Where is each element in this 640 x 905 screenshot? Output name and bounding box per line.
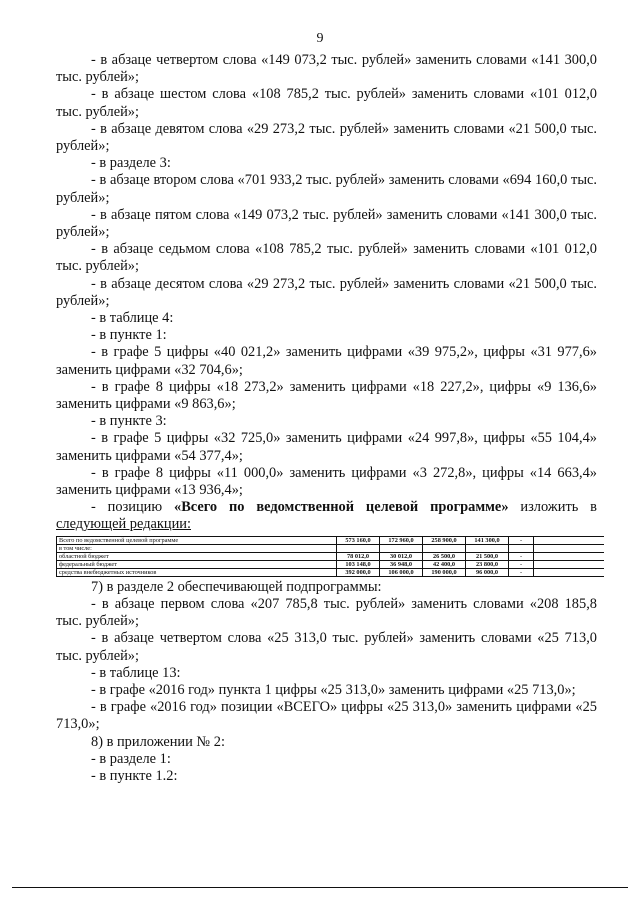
table-cell: 23 800,0: [466, 560, 509, 568]
table-row: [57, 544, 605, 552]
amendment-item: - в графе 5 цифры «40 021,2» заменить цифрами «39 975,2», цифры «31 977,6» заменить цифрами «32 704,6»;: [56, 344, 597, 378]
amendment-item: - в графе 5 цифры «32 725,0» заменить цифрами «24 997,8», цифры «55 104,4» заменить цифрами «54 377,4»;: [56, 430, 597, 464]
footer-divider: [12, 887, 628, 888]
row-label: в том числе:: [57, 544, 337, 552]
position-paragraph-continuation: следующей редакции:: [56, 516, 191, 533]
amendment-list-top: [56, 52, 597, 499]
table-cell: 42 400,0: [423, 560, 466, 568]
amendment-item: - в абзаце девятом слова «29 273,2 тыс. рублей» заменить словами «21 500,0 тыс. рублей»;: [56, 120, 597, 155]
table-cell: 26 500,0: [423, 552, 466, 560]
document-body: [56, 52, 597, 785]
amendment-item: - в графе 8 цифры «11 000,0» заменить цифрами «3 272,8», цифры «14 663,4» заменить цифрами «13 936,4»;: [56, 464, 597, 499]
amendment-item: - в пункте 1.2:: [91, 767, 178, 784]
amendment-item: - в абзаце седьмом слова «108 785,2 тыс. рублей» заменить словами «101 012,0 тыс. рублей»;: [56, 241, 597, 275]
amendment-item: - в графе «2016 год» пункта 1 цифры «25 313,0» заменить цифрами «25 713,0»;: [91, 681, 576, 698]
table-cell: -: [509, 560, 534, 568]
table-cell: 30 012,0: [380, 552, 423, 560]
table-cell: 190 000,0: [423, 568, 466, 576]
table-cell: 96 000,0: [466, 568, 509, 576]
table-cell: 141 300,0: [466, 536, 509, 544]
table-row: [57, 560, 605, 568]
row-label: федеральный бюджет: [57, 560, 337, 568]
amendment-item: - в разделе 1:: [91, 750, 171, 767]
amendment-item: - в разделе 3:: [91, 155, 171, 172]
table-cell: 103 148,0: [337, 560, 380, 568]
amendment-item: - в абзаце пятом слова «149 073,2 тыс. рублей» заменить словами «141 300,0 тыс. рублей»;: [56, 206, 597, 241]
row-label: средства внебюджетных источников: [57, 568, 337, 576]
table-cell-empty: [534, 544, 605, 552]
table-cell: 392 000,0: [337, 568, 380, 576]
table-cell: 573 160,0: [337, 536, 380, 544]
table-row: [57, 536, 605, 544]
table-cell: 78 012,0: [337, 552, 380, 560]
table-cell-empty: [534, 536, 605, 544]
row-label: Всего по ведомственной целевой программе: [57, 536, 337, 544]
row-label: областной бюджет: [57, 552, 337, 560]
table-cell: -: [509, 552, 534, 560]
table-cell: -: [509, 568, 534, 576]
table-cell: [380, 544, 423, 552]
table-cell-empty: [534, 552, 605, 560]
table-cell: 36 948,0: [380, 560, 423, 568]
table-cell: [509, 544, 534, 552]
amendment-item: - в абзаце четвертом слова «25 313,0 тыс. рублей» заменить словами «25 713,0 тыс. рублей»;: [56, 630, 597, 664]
table-row: [57, 552, 605, 560]
amendment-item: - в абзаце десятом слова «29 273,2 тыс. рублей» заменить словами «21 500,0 тыс. рублей»;: [56, 275, 597, 309]
amendment-item: - в абзаце четвертом слова «149 073,2 тыс. рублей» заменить словами «141 300,0 тыс. рублей»;: [56, 52, 597, 86]
amendment-item: - в абзаце втором слова «701 933,2 тыс. рублей» заменить словами «694 160,0 тыс. рублей»;: [56, 172, 597, 206]
amendment-list-bottom: [56, 579, 597, 785]
table-cell-empty: [534, 560, 605, 568]
position-name: «Всего по ведомственной целевой программе»: [174, 499, 509, 516]
amendment-item: - в пункте 1:: [91, 327, 167, 344]
table-cell: 21 500,0: [466, 552, 509, 560]
amendment-item: - в таблице 13:: [91, 664, 181, 681]
table-cell: 172 960,0: [380, 536, 423, 544]
amendment-item: 7) в разделе 2 обеспечивающей подпрограммы:: [91, 578, 382, 595]
table-cell: [337, 544, 380, 552]
budget-table: [56, 536, 604, 577]
table-cell-empty: [534, 568, 605, 576]
table-cell: [466, 544, 509, 552]
table-cell: [423, 544, 466, 552]
amendment-item: - в абзаце шестом слова «108 785,2 тыс. рублей» заменить словами «101 012,0 тыс. рублей»;: [56, 86, 597, 120]
amendment-item: - в абзаце первом слова «207 785,8 тыс. рублей» заменить словами «208 185,8 тыс. рублей»;: [56, 595, 597, 630]
table-cell: -: [509, 536, 534, 544]
amendment-item: 8) в приложении № 2:: [91, 733, 225, 750]
amendment-item: - в таблице 4:: [91, 310, 174, 327]
table-cell: 106 000,0: [380, 568, 423, 576]
amendment-item: - в графе «2016 год» позиции «ВСЕГО» цифры «25 313,0» заменить цифрами «25 713,0»;: [56, 699, 597, 733]
position-paragraph: - позицию «Всего по ведомственной целевой программе» изложить в: [91, 499, 597, 516]
table-row: [57, 568, 605, 576]
amendment-item: - в пункте 3:: [91, 413, 167, 430]
table-cell: 258 900,0: [423, 536, 466, 544]
page-number: 9: [316, 31, 324, 46]
amendment-item: - в графе 8 цифры «18 273,2» заменить цифрами «18 227,2», цифры «9 136,6» заменить цифрами «9 863,6»;: [56, 378, 597, 413]
